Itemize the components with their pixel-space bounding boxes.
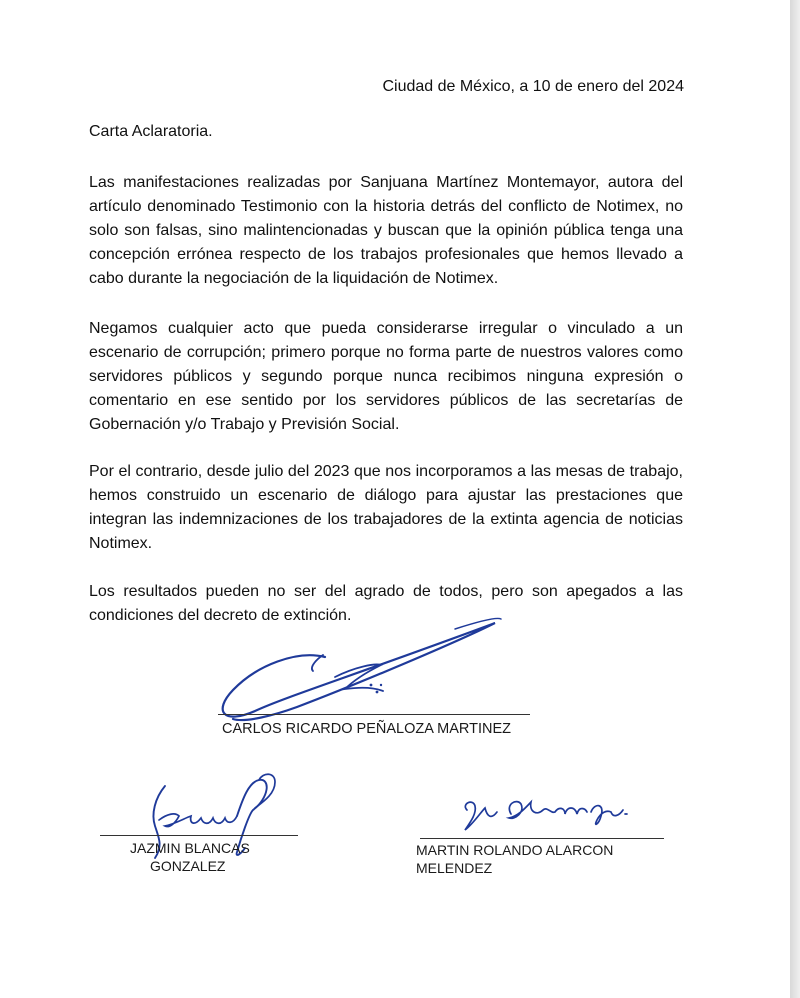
paragraph-2: Negamos cualquier acto que pueda considerarse irregular o vinculado a un escenario de corrupción; primero porque no forma parte de nuestros valores como servidores públicos y segundo porque nunca recibimos ninguna expresión o comentario en ese sentido por los servidores públicos de las secretarías de Gobernación y/o Trabajo y Previsión Social. (89, 320, 683, 433)
signatory-name-left-line1: JAZMIN BLANCAS (130, 840, 250, 856)
letter-title: Carta Aclaratoria. (89, 123, 213, 140)
page-edge (790, 0, 800, 998)
signatory-name-left-line2: GONZALEZ (150, 858, 226, 874)
paragraph-4: Los resultados pueden no ser del agrado de todos, pero son apegados a las condiciones del decreto de extinción. (89, 583, 683, 624)
signature-line-main (218, 714, 530, 715)
signature-line-right (420, 838, 664, 839)
signatory-name-right-line2: MELENDEZ (416, 860, 493, 876)
paragraph-1: Las manifestaciones realizadas por Sanjuana Martínez Montemayor, autora del artículo denominado Testimonio con la historia detrás del conflicto de Notimex, no solo son falsas, sino malintencionadas y buscan que la opinión pública tenga una concepción errónea respecto de los trabajos profesionales que hemos llevado a cabo durante la negociación de la liquidación de Notimex. (89, 174, 683, 287)
signature-line-left (100, 835, 298, 836)
date-line: Ciudad de México, a 10 de enero del 2024 (382, 78, 684, 95)
signatory-name-right-line1: MARTIN ROLANDO ALARCON (416, 842, 614, 858)
signatory-name-main: CARLOS RICARDO PEÑALOZA MARTINEZ (222, 721, 511, 737)
signature-right (455, 790, 645, 840)
signature-main (205, 615, 515, 725)
paragraph-3: Por el contrario, desde julio del 2023 que nos incorporamos a las mesas de trabajo, hemos construido un escenario de diálogo para ajustar las prestaciones que integran las indemnizaciones de los trabajadores de la extinta agencia de noticias Notimex. (89, 463, 683, 552)
